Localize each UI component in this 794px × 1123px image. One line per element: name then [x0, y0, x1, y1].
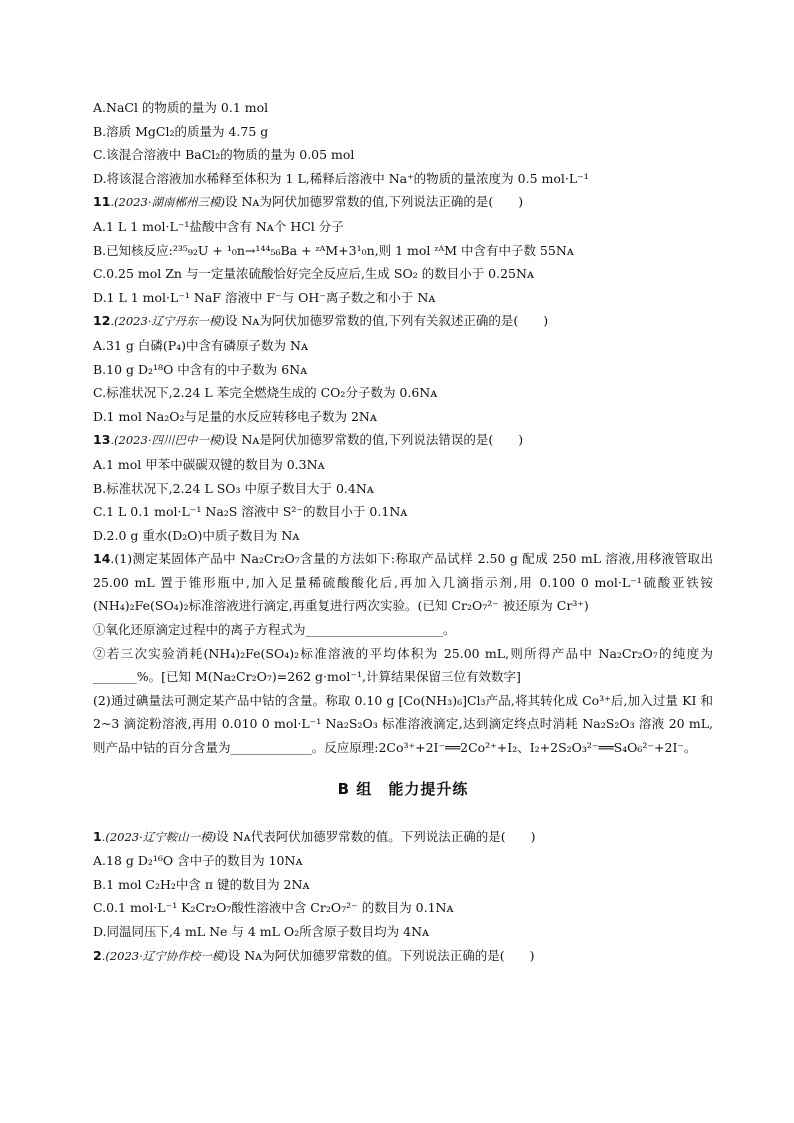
option-line: C.1 L 0.1 mol·L⁻¹ Na₂S 溶液中 S²⁻的数目小于 0.1Nᴀ: [93, 504, 408, 520]
option-line: B.溶质 MgCl₂的质量为 4.75 g: [93, 123, 269, 139]
question-number: 14: [93, 551, 111, 567]
option-line: A.NaCl 的物质的量为 0.1 mol: [93, 100, 269, 115]
option-line: B.1 mol C₂H₂中含 π 键的数目为 2Nᴀ: [93, 876, 310, 892]
option-line: C.该混合溶液中 BaCl₂的物质的量为 0.05 mol: [93, 147, 355, 163]
option-line: C.0.1 mol·L⁻¹ K₂Cr₂O₇酸性溶液中含 Cr₂O₇²⁻ 的数目为 0.1Nᴀ: [93, 900, 454, 916]
question-text: 设 Nᴀ为阿伏加德罗常数的值。下列说法正确的是( ): [227, 947, 535, 963]
question-b2-stem: [93, 944, 713, 969]
question-b1-stem: [93, 825, 713, 850]
section-title: B 组 能力提升练: [337, 779, 469, 798]
question-source: .(2023·辽宁鞍山一模): [101, 829, 217, 844]
option-line: B.10 g D₂¹⁸O 中含有的中子数为 6Nᴀ: [93, 361, 308, 377]
option-line: D.1 L 1 mol·L⁻¹ NaF 溶液中 F⁻与 OH⁻离子数之和小于 Nᴀ: [93, 289, 436, 305]
question-source: .(2023·辽宁丹东一模): [110, 314, 225, 329]
question-text: 设 Nᴀ为阿伏加德罗常数的值,下列有关叙述正确的是( ): [224, 313, 549, 329]
option-line: D.将该混合溶液加水稀释至体积为 1 L,稀释后溶液中 Na⁺的物质的量浓度为 0.5 mol·L⁻¹: [93, 170, 589, 186]
question-text: 设 Nᴀ是阿伏加德罗常数的值,下列说法错误的是( ): [224, 432, 524, 448]
question-14-part1: [93, 547, 713, 618]
question-11-stem: [93, 190, 713, 215]
question-13-stem: [93, 428, 713, 453]
question-source: .(2023·四川巴中一模): [110, 433, 225, 448]
option-line: B.已知核反应:²³⁵₉₂U + ¹₀n→¹⁴⁴₅₆Ba + ᶻᴬM+3¹₀n,则 1 mol ᶻᴬM 中含有中子数 55Nᴀ: [93, 242, 574, 258]
question-14-sub2: ②若三次实验消耗(NH₄)₂Fe(SO₄)₂标准溶液的平均体积为 25.00 mL,则所得产品中 Na₂Cr₂O₇的纯度为_______%。[已知 M(Na₂Cr₂O₇)=262 g·mol⁻¹,计算结果保留三位有效数字]: [93, 645, 713, 685]
question-number: 11: [93, 194, 111, 210]
question-number: 2: [93, 947, 102, 963]
question-14-part2: (2)通过碘量法可测定某产品中钴的含量。称取 0.10 g [Co(NH₃)₆]Cl₃产品,将其转化成 Co³⁺后,加入过量 KI 和 2~3 滴淀粉溶液,再用 0.010 0 mol·L⁻¹ Na₂S₂O₃ 标准溶液滴定,达到滴定终点时消耗 Na₂S₂O₃ 溶液 20 mL,则产品中钴的百分含量为_____________。反应原理:2Co³⁺+2I⁻══2Co²⁺+I₂、I₂+2S₂O₃²⁻══S₄O₆²⁻+2I⁻。: [93, 692, 713, 756]
option-line: C.标准状况下,2.24 L 苯完全燃烧生成的 CO₂分子数为 0.6Nᴀ: [93, 385, 438, 401]
question-number: 13: [93, 432, 111, 448]
question-14-sub1: ①氧化还原滴定过程中的离子方程式为______________________。: [93, 622, 456, 638]
option-line: D.同温同压下,4 mL Ne 与 4 mL O₂所含原子数目均为 4Nᴀ: [93, 924, 430, 939]
question-number: 1: [93, 828, 102, 844]
option-line: A.1 L 1 mol·L⁻¹盐酸中含有 Nᴀ个 HCl 分子: [93, 218, 344, 234]
question-text: 设 Nᴀ为阿伏加德罗常数的值,下列说法正确的是( ): [224, 194, 524, 210]
question-text: 设 Nᴀ代表阿伏加德罗常数的值。下列说法正确的是( ): [216, 828, 536, 844]
document-page: [93, 96, 713, 968]
question-text: .(1)测定某固体产品中 Na₂Cr₂O₇含量的方法如下:称取产品试样 2.50 g 配成 250 mL 溶液,用移液管取出 25.00 mL 置于锥形瓶中,加入足量稀硫酸酸化后,再加入几滴指示剂,用 0.100 0 mol·L⁻¹硫酸亚铁铵(NH₄)₂Fe(SO₄)₂标准溶液进行滴定,再重复进行两次实验。(已知 Cr₂O₇²⁻ 被还原为 Cr³⁺): [93, 551, 713, 614]
option-line: A.18 g D₂¹⁶O 含中子的数目为 10Nᴀ: [93, 853, 303, 869]
question-number: 12: [93, 313, 111, 329]
question-source: .(2023·湖南郴州三模): [110, 195, 225, 210]
option-line: A.1 mol 甲苯中碳碳双键的数目为 0.3Nᴀ: [93, 456, 325, 472]
option-line: A.31 g 白磷(P₄)中含有磷原子数为 Nᴀ: [93, 337, 309, 353]
option-line: D.2.0 g 重水(D₂O)中质子数目为 Nᴀ: [93, 527, 300, 543]
option-line: D.1 mol Na₂O₂与足量的水反应转移电子数为 2Nᴀ: [93, 408, 377, 424]
option-line: C.0.25 mol Zn 与一定量浓硫酸恰好完全反应后,生成 SO₂ 的数目小于 0.25Nᴀ: [93, 266, 535, 282]
option-line: B.标准状况下,2.24 L SO₃ 中原子数目大于 0.4Nᴀ: [93, 480, 374, 496]
question-source: .(2023·辽宁协作校一模): [101, 948, 228, 963]
question-12-stem: [93, 309, 713, 334]
